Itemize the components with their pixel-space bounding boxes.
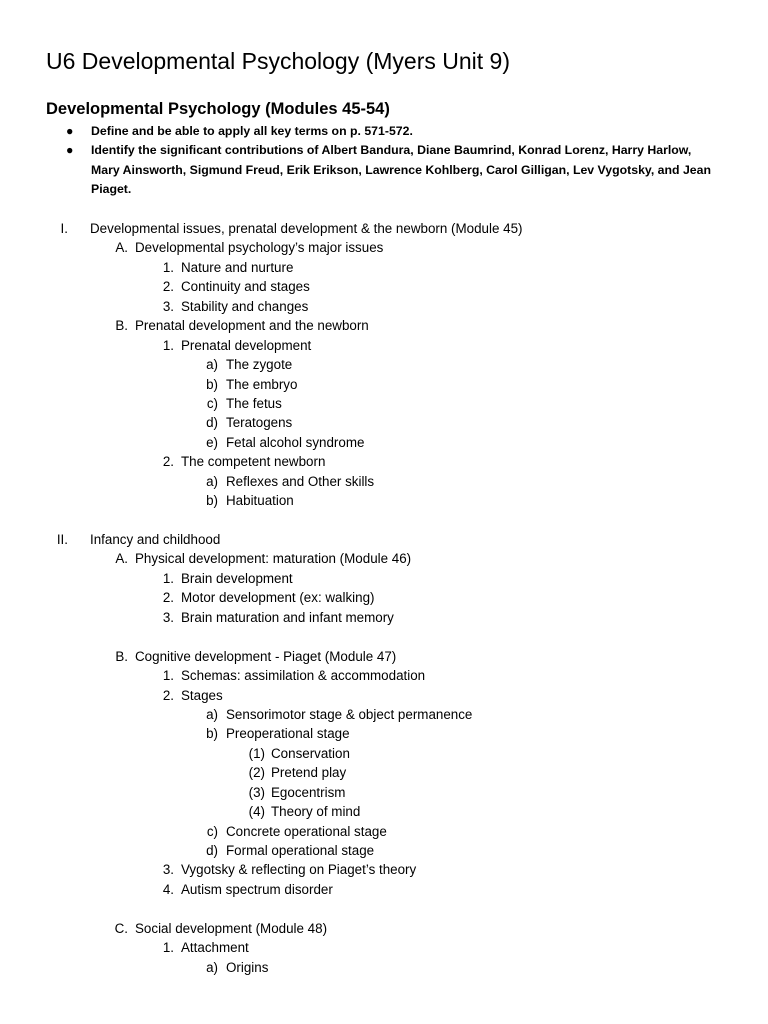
outline-text: Developmental issues, prenatal development & the newborn (Module 45) bbox=[90, 221, 523, 236]
outline-marker: c) bbox=[206, 823, 218, 839]
outline-item-level-3 bbox=[0, 394, 768, 413]
outline-marker: A. bbox=[115, 240, 128, 256]
outline-item-level-2 bbox=[0, 666, 768, 685]
outline-item-level-2 bbox=[0, 880, 768, 899]
bullet-text: Define and be able to apply all key terms on p. 571-572. bbox=[91, 124, 413, 138]
outline-marker: C. bbox=[114, 920, 128, 936]
outline-marker: a) bbox=[206, 473, 218, 489]
outline-item-level-1 bbox=[0, 919, 768, 938]
outline-marker: a) bbox=[206, 706, 218, 722]
outline-spacer bbox=[0, 627, 768, 646]
outline-marker: 1. bbox=[162, 940, 174, 956]
outline-marker: e) bbox=[206, 434, 218, 450]
outline-marker: (3) bbox=[248, 784, 265, 800]
outline-marker: 2. bbox=[162, 590, 174, 606]
outline-item-level-2 bbox=[0, 686, 768, 705]
bullet-item bbox=[0, 141, 719, 199]
outline-text: Schemas: assimilation & accommodation bbox=[181, 668, 426, 684]
outline-text: Teratogens bbox=[226, 415, 293, 431]
outline-marker: (4) bbox=[248, 804, 265, 820]
outline-text: Autism spectrum disorder bbox=[181, 881, 333, 897]
outline-item-level-3 bbox=[0, 724, 768, 743]
outline-marker: A. bbox=[115, 551, 128, 567]
outline-item-level-2 bbox=[0, 452, 768, 471]
outline-marker: (1) bbox=[248, 745, 265, 761]
outline-item-level-2 bbox=[0, 860, 768, 879]
outline-text: Cognitive development - Piaget (Module 47) bbox=[135, 648, 397, 664]
outline-item-level-3 bbox=[0, 413, 768, 432]
outline-text: The fetus bbox=[226, 395, 282, 411]
outline-marker: (2) bbox=[248, 765, 265, 781]
document-title: U6 Developmental Psychology (Myers Unit 9) bbox=[46, 48, 511, 74]
outline-text: Reflexes and Other skills bbox=[226, 473, 375, 489]
outline-item-level-3 bbox=[0, 491, 768, 510]
outline-item-level-1 bbox=[0, 549, 768, 568]
outline-marker: d) bbox=[206, 843, 218, 858]
outline-marker: B. bbox=[115, 318, 128, 334]
outline-marker: 3. bbox=[162, 862, 174, 878]
outline-item-level-2 bbox=[0, 938, 768, 957]
bullet-list bbox=[0, 122, 768, 200]
outline-item-level-4 bbox=[0, 744, 768, 763]
outline-marker: 4. bbox=[162, 881, 174, 897]
outline-text: Habituation bbox=[226, 493, 294, 509]
outline-marker: b) bbox=[206, 493, 218, 509]
outline-item-level-3 bbox=[0, 958, 768, 977]
outline-marker: 1. bbox=[162, 668, 174, 684]
outline-text: Egocentrism bbox=[271, 784, 346, 800]
bullet-text: Identify the significant contributions of Albert Bandura, Diane Baumrind, Konrad Lorenz, Harry Harlow, Mary Ainsworth, Sigmund Freud, Erik Erikson, Lawrence Kohlberg, Carol Gilligan, Lev Vygotsky, and Jean Piaget. bbox=[91, 143, 711, 197]
outline-marker: 1. bbox=[162, 259, 174, 275]
outline-marker: b) bbox=[206, 376, 218, 392]
outline-item-level-0 bbox=[0, 219, 768, 238]
outline-text: Social development (Module 48) bbox=[135, 920, 328, 936]
outline-text: Infancy and childhood bbox=[90, 532, 221, 547]
outline-item-level-3 bbox=[0, 822, 768, 841]
outline-text: Developmental psychology’s major issues bbox=[135, 240, 384, 256]
outline-item-level-4 bbox=[0, 783, 768, 802]
outline-text: Stability and changes bbox=[181, 298, 309, 314]
outline-item-level-4 bbox=[0, 763, 768, 782]
outline-item-level-2 bbox=[0, 277, 768, 296]
outline-text: The zygote bbox=[226, 357, 293, 373]
outline-item-level-1 bbox=[0, 316, 768, 335]
outline-marker: 1. bbox=[162, 337, 174, 353]
outline-marker: d) bbox=[206, 415, 218, 431]
outline-spacer bbox=[0, 511, 768, 530]
outline-item-level-2 bbox=[0, 336, 768, 355]
outline-marker: a) bbox=[206, 357, 218, 373]
outline-marker: B. bbox=[115, 648, 128, 664]
outline-marker: 3. bbox=[162, 609, 174, 625]
outline-item-level-3 bbox=[0, 472, 768, 491]
outline-marker: 2. bbox=[162, 454, 174, 470]
outline-item-level-4 bbox=[0, 802, 768, 821]
outline-text: Vygotsky & reflecting on Piaget’s theory bbox=[181, 862, 417, 878]
outline-marker: II. bbox=[56, 532, 68, 547]
outline-text: Pretend play bbox=[271, 765, 347, 781]
outline-text: Brain development bbox=[181, 570, 293, 586]
outline-text: Nature and nurture bbox=[181, 259, 294, 275]
outline-item-level-2 bbox=[0, 297, 768, 316]
outline-text: Prenatal development and the newborn bbox=[135, 318, 369, 334]
outline-text: Attachment bbox=[181, 940, 249, 956]
outline-text: Brain maturation and infant memory bbox=[181, 609, 394, 625]
bullet-item bbox=[0, 122, 719, 141]
outline-text: Prenatal development bbox=[181, 337, 312, 353]
outline-marker: a) bbox=[206, 959, 218, 975]
outline-item-level-2 bbox=[0, 588, 768, 607]
outline-text: The competent newborn bbox=[181, 454, 326, 470]
outline-item-level-2 bbox=[0, 258, 768, 277]
outline-marker: I. bbox=[60, 221, 68, 236]
outline-item-level-1 bbox=[0, 647, 768, 666]
outline-item-level-3 bbox=[0, 375, 768, 394]
outline-marker: 3. bbox=[162, 298, 174, 314]
outline-text: Continuity and stages bbox=[181, 279, 310, 295]
outline-text: The embryo bbox=[226, 376, 298, 392]
outline-text: Origins bbox=[226, 959, 269, 975]
outline-text: Motor development (ex: walking) bbox=[181, 590, 375, 606]
outline-marker: 2. bbox=[162, 687, 174, 703]
outline-item-level-1 bbox=[0, 238, 768, 257]
outline-item-level-3 bbox=[0, 841, 768, 860]
outline-text: Stages bbox=[181, 687, 223, 703]
outline-marker: 2. bbox=[162, 279, 174, 295]
outline-text: Physical development: maturation (Module 46) bbox=[135, 551, 412, 567]
outline-text: Concrete operational stage bbox=[226, 823, 387, 839]
outline-text: Conservation bbox=[271, 745, 350, 761]
outline-marker: b) bbox=[206, 726, 218, 742]
outline-marker: c) bbox=[206, 395, 218, 411]
outline-item-level-2 bbox=[0, 608, 768, 627]
bullet-dot-icon: ● bbox=[66, 143, 74, 158]
section-heading: Developmental Psychology (Modules 45-54) bbox=[46, 100, 390, 118]
outline-marker: 1. bbox=[162, 570, 174, 586]
outline-text: Sensorimotor stage & object permanence bbox=[226, 706, 473, 722]
outline-text: Fetal alcohol syndrome bbox=[226, 434, 365, 450]
topic-outline bbox=[0, 219, 768, 977]
outline-text: Formal operational stage bbox=[226, 843, 375, 858]
outline-item-level-3 bbox=[0, 433, 768, 452]
outline-spacer bbox=[0, 899, 768, 918]
outline-text: Preoperational stage bbox=[226, 726, 350, 742]
outline-item-level-3 bbox=[0, 705, 768, 724]
bullet-dot-icon: ● bbox=[66, 124, 74, 138]
outline-item-level-0 bbox=[0, 530, 768, 549]
outline-text: Theory of mind bbox=[271, 804, 361, 820]
outline-item-level-2 bbox=[0, 569, 768, 588]
outline-item-level-3 bbox=[0, 355, 768, 374]
